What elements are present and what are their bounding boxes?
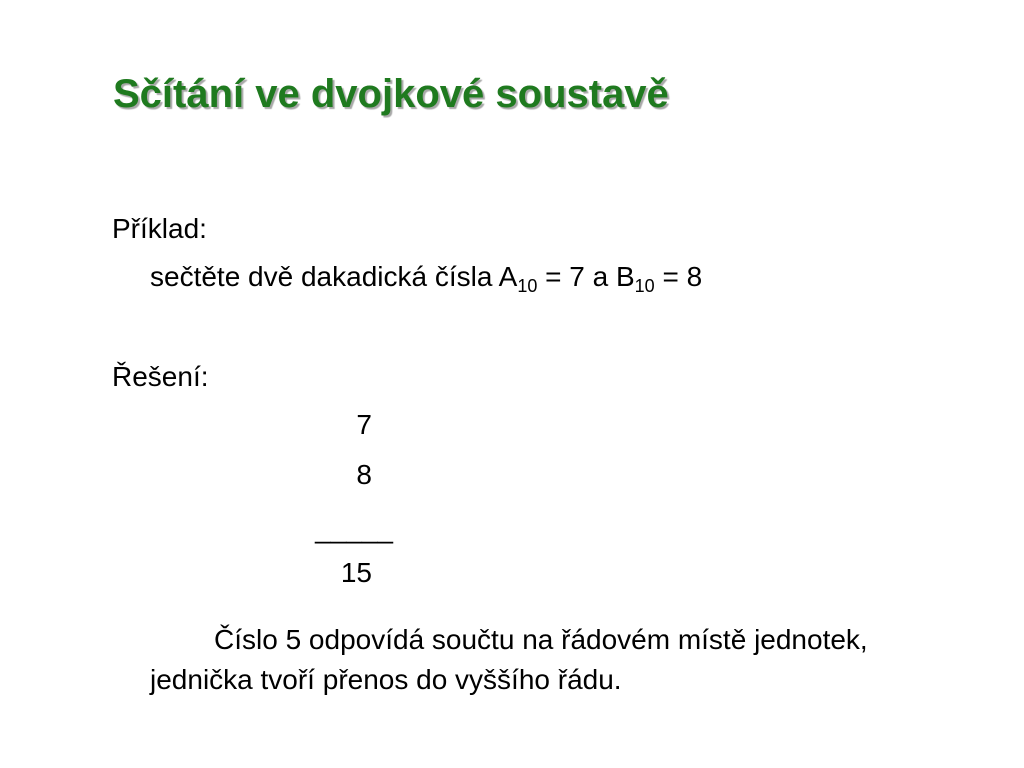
example-text-prefix: sečtěte dvě dakadická čísla A: [150, 261, 518, 292]
addend-second: 8: [356, 459, 372, 490]
explanation-text: Číslo 5 odpovídá součtu na řádovém místě jednotek, jednička tvoří přenos do vyššího řádu.: [150, 624, 868, 695]
sum-line: _____: [315, 513, 393, 544]
example-label: Příklad:: [112, 213, 207, 244]
solution-label: Řešení:: [112, 361, 209, 392]
a-subscript: 10: [517, 276, 538, 296]
b-subscript: 10: [634, 276, 655, 296]
addend-first: 7: [356, 409, 372, 440]
example-statement: [150, 260, 702, 294]
sum-result: 15: [340, 557, 372, 588]
a-equals-text: = 7 a B: [537, 261, 635, 292]
slide-title: Sčítání ve dvojkové soustavě: [113, 72, 669, 116]
b-equals-text: = 8: [654, 261, 703, 292]
